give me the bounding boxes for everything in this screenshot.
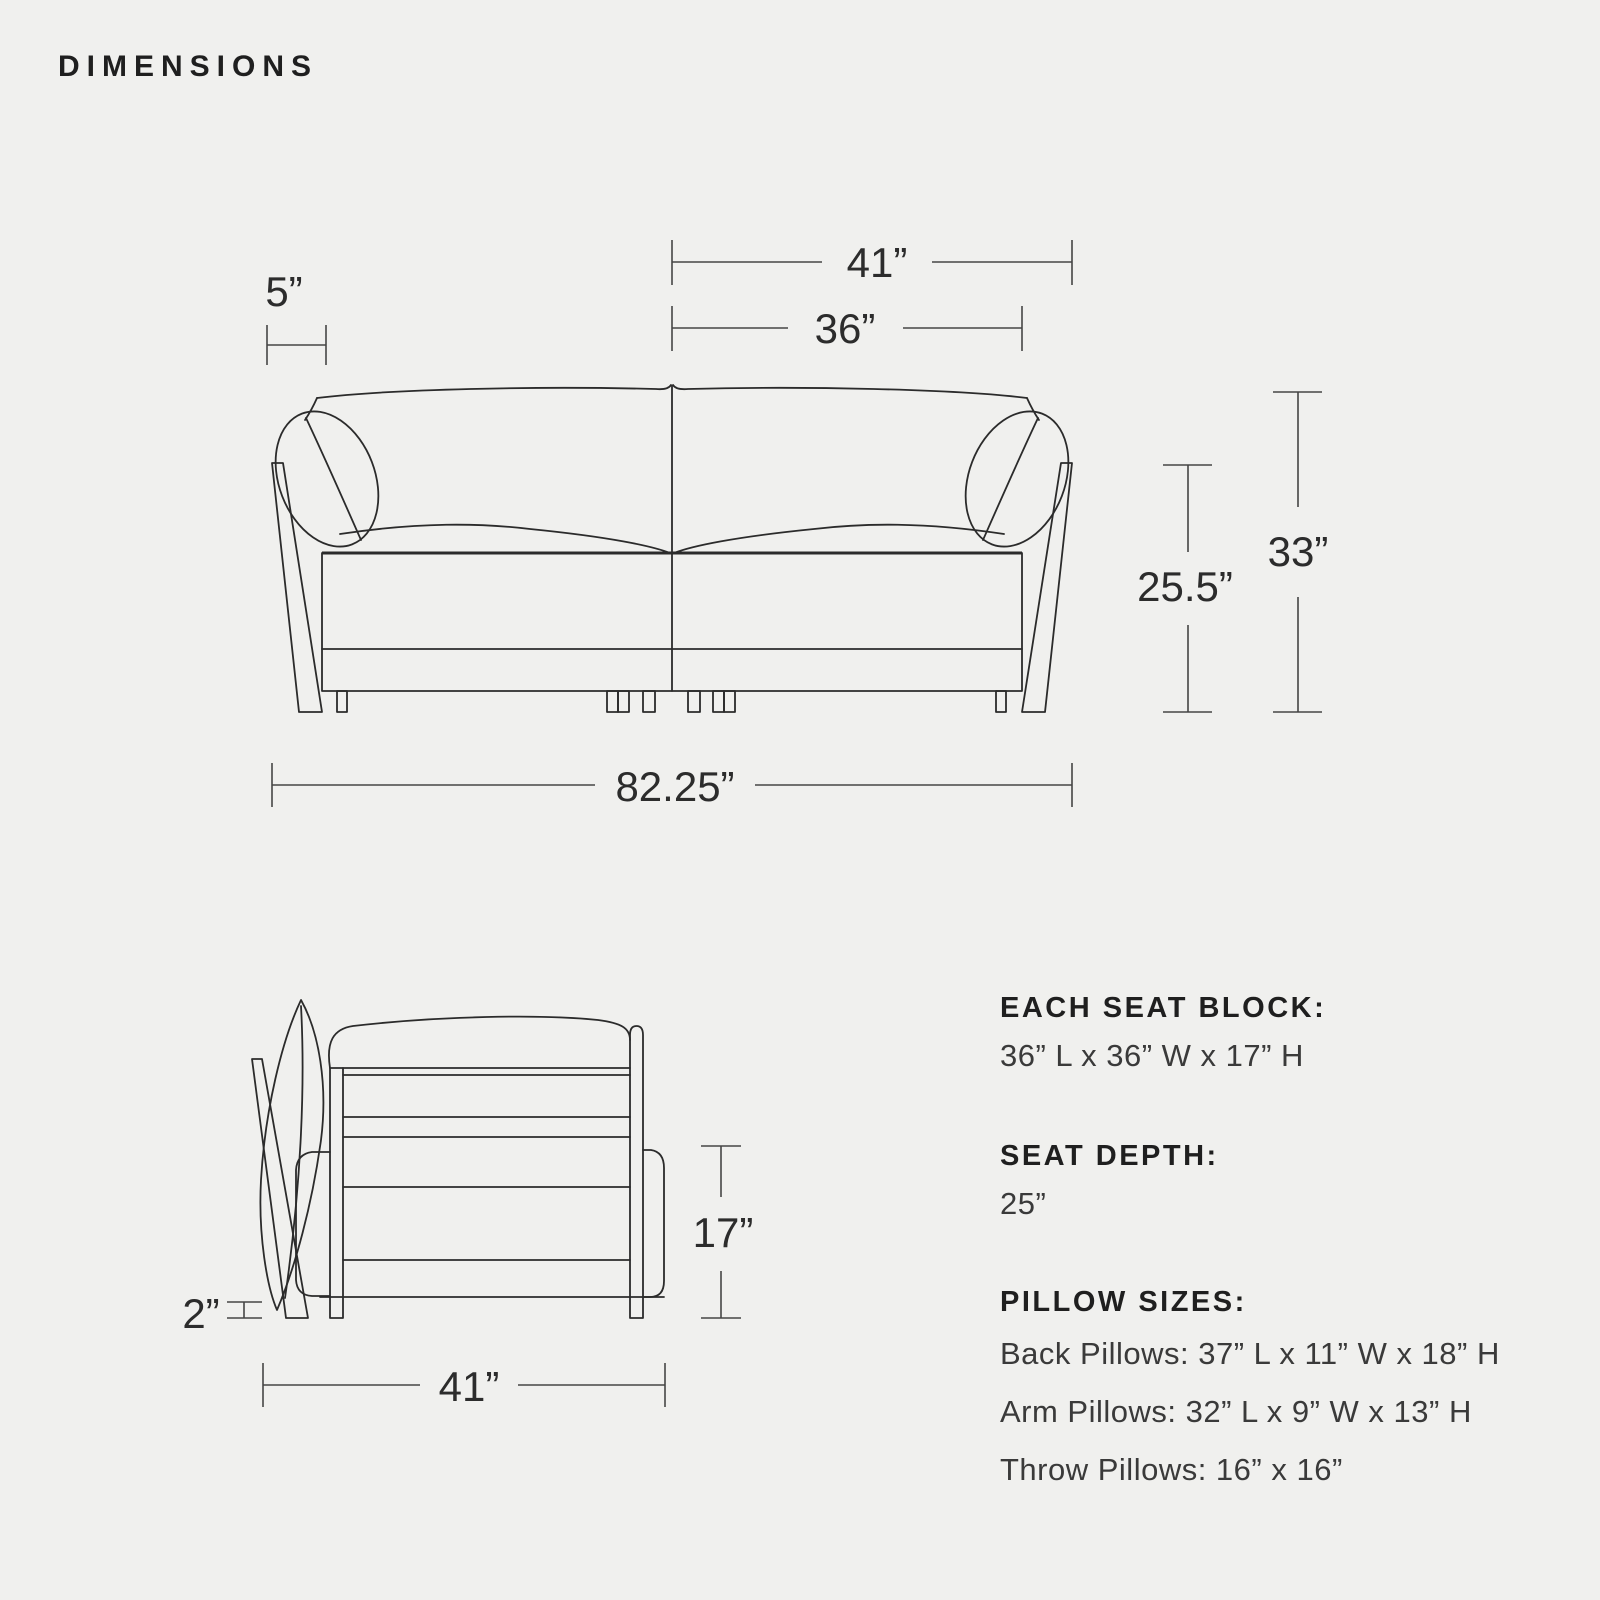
front-back-cushion-left [305, 385, 671, 553]
dim-module-width [672, 239, 1072, 286]
side-cushion-front [643, 1150, 664, 1297]
side-post-right [630, 1026, 643, 1318]
front-arm-right [1022, 463, 1072, 712]
pillow-sizes-throw: Throw Pillows: 16” x 16” [1000, 1452, 1343, 1487]
side-cushion-top [329, 1017, 630, 1068]
dim-arm-width-label: 5” [265, 268, 303, 315]
seat-block-value: 36” L x 36” W x 17” H [1000, 1038, 1304, 1073]
front-view-dimensions [265, 239, 1328, 810]
side-back-pillow [260, 1000, 323, 1310]
sofa-front-view-drawing [257, 385, 1087, 712]
seat-block-heading: EACH SEAT BLOCK: [1000, 992, 1327, 1024]
front-arm-pillow-left [257, 396, 397, 561]
front-legs [337, 691, 1006, 712]
dim-depth [263, 1363, 665, 1410]
dim-arm-width [265, 268, 326, 365]
dim-arm-height [1137, 465, 1233, 712]
dim-seat-width-label: 36” [814, 305, 876, 352]
dim-overall-width [272, 763, 1072, 810]
side-frame-rails [320, 1068, 664, 1297]
seat-depth-value: 25” [1000, 1186, 1047, 1221]
dim-seat-block-height [693, 1146, 754, 1318]
dim-module-width-label: 41” [846, 239, 908, 286]
front-arm-left [272, 463, 322, 712]
pillow-sizes-heading: PILLOW SIZES: [1000, 1286, 1247, 1318]
dim-seat-width [672, 305, 1022, 352]
dim-leg-height [182, 1290, 262, 1337]
pillow-sizes-arm: Arm Pillows: 32” L x 9” W x 13” H [1000, 1394, 1472, 1429]
dim-overall-width-label: 82.25” [615, 763, 735, 810]
dim-overall-height-label: 33” [1267, 528, 1329, 575]
seat-depth-heading: SEAT DEPTH: [1000, 1140, 1219, 1172]
dim-overall-height [1268, 392, 1329, 712]
sofa-side-view-drawing [252, 1000, 664, 1318]
page-title: DIMENSIONS [58, 50, 319, 83]
side-post-left [330, 1068, 343, 1318]
dim-leg-height-label: 2” [182, 1290, 220, 1337]
pillow-sizes-back: Back Pillows: 37” L x 11” W x 18” H [1000, 1336, 1500, 1371]
dim-seat-block-height-label: 17” [692, 1209, 754, 1256]
dim-arm-height-label: 25.5” [1137, 563, 1233, 610]
front-back-cushion-right [673, 385, 1039, 553]
front-arm-pillow-right [947, 396, 1087, 561]
dim-depth-label: 41” [438, 1363, 500, 1410]
